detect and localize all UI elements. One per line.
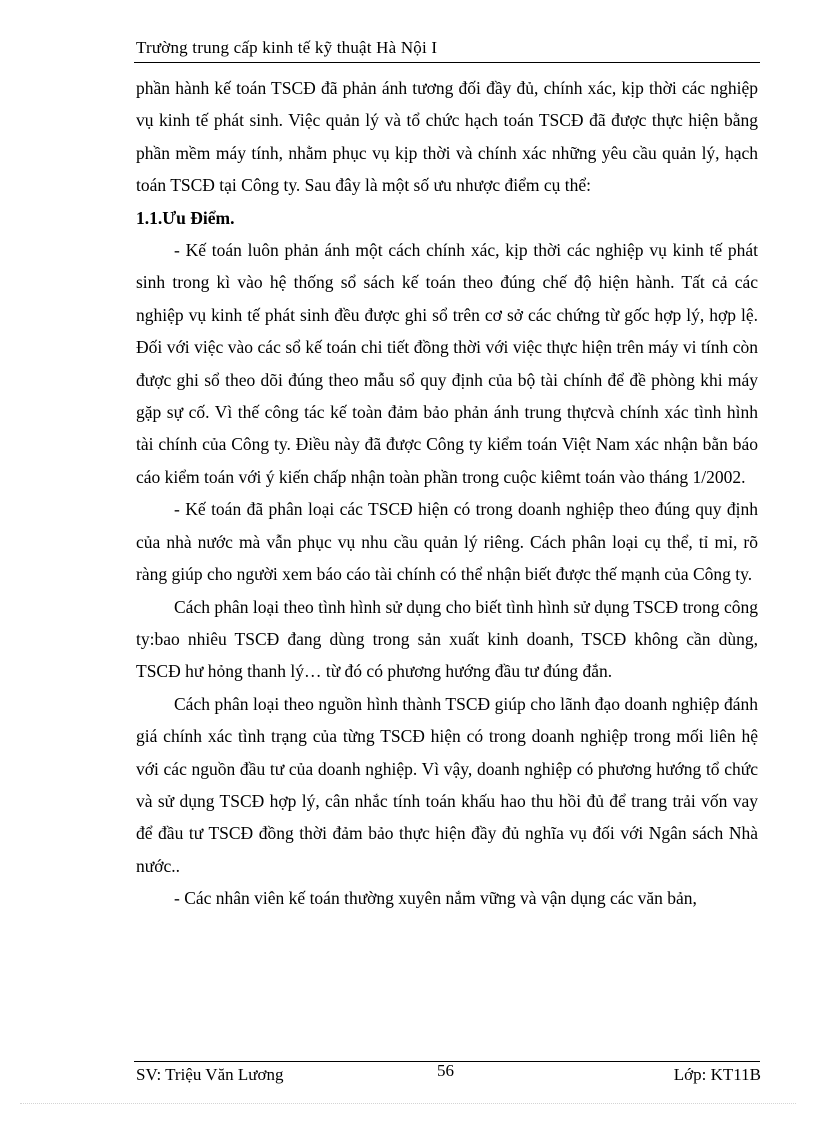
paragraph-continuation: phần hành kế toán TSCĐ đã phản ánh tương đối đầy đủ, chính xác, kịp thời các nghiệp vụ kinh tế phát sinh. Việc quản lý và tổ chức hạch toán TSCĐ đã được thực hiện bằng phần mềm máy tính, nhằm phục vụ kịp thời và chính xác những yêu cầu quản lý, hạch toán TSCĐ tại Công ty. Sau đây là một số ưu nhược điểm cụ thể: xyxy=(136,78,758,196)
footer-class: Lớp: KT11B xyxy=(673,1065,761,1084)
body-text xyxy=(136,72,758,915)
paragraph-usage-classification: Cách phân loại theo tình hình sử dụng cho biết tình hình sử dụng TSCĐ trong công ty:bao nhiêu TSCĐ đang dùng trong sản xuất kinh doanh, TSCĐ không cần dùng, TSCĐ hư hỏng thanh lý… từ đó có phương hướng đầu tư đúng đắn. xyxy=(136,596,758,682)
section-heading: 1.1.Ưu Điểm. xyxy=(136,207,235,228)
paragraph-accuracy: - Kế toán luôn phản ánh một cách chính xác, kịp thời các nghiệp vụ kinh tế phát sinh trong kì vào hệ thống sổ sách kế toán theo đúng chế độ hiện hành. Tất cả các nghiệp vụ kinh tế phát sinh đều được ghi sổ trên cơ sở các chứng từ gốc hợp lý, hợp lệ. Đối với việc vào các sổ kế toán chi tiết đồng thời với việc thực hiện trên máy vi tính còn được ghi sổ theo dõi đúng theo mẫu sổ quy định của bộ tài chính để đề phòng khi máy gặp sự cố. Vì thế công tác kế toàn đảm bảo phản ánh trung thựcvà chính xác tình hình tài chính của Công ty. Điều này đã được Công ty kiểm toán Việt Nam xác nhận bằn báo cáo kiểm toán với ý kiến chấp nhận toàn phần trong cuộc kiêmt toán vào tháng 1/2002. xyxy=(136,240,758,487)
paragraph-classification: - Kế toán đã phân loại các TSCĐ hiện có trong doanh nghiệp theo đúng quy định của nhà nước mà vẫn phục vụ nhu cầu quản lý riêng. Cách phân loại cụ thể, tỉ mỉ, rõ ràng giúp cho người xem báo cáo tài chính có thể nhận biết được thế mạnh của Công ty. xyxy=(136,499,758,585)
footer-student-name: SV: Triệu Văn Lương xyxy=(136,1065,284,1084)
page-number: 56 xyxy=(437,1061,454,1080)
page-edge-divider xyxy=(20,1103,796,1104)
page-header-title: Trường trung cấp kinh tế kỹ thuật Hà Nội I xyxy=(136,38,438,57)
header-divider xyxy=(134,62,760,63)
paragraph-source-classification: Cách phân loại theo nguồn hình thành TSCĐ giúp cho lãnh đạo doanh nghiệp đánh giá chính xác tình trạng của từng TSCĐ hiện có trong doanh nghiệp trong mối liên hệ với các nguồn đầu tư của doanh nghiệp. Vì vậy, doanh nghiệp có phương hướng tổ chức và sử dụng TSCĐ hợp lý, cân nhắc tính toán khấu hao thu hồi đủ để trang trải vốn vay để đầu tư TSCĐ đồng thời đảm bảo thực hiện đầy đủ nghĩa vụ đối với Ngân sách Nhà nước.. xyxy=(136,693,758,876)
paragraph-staff: - Các nhân viên kế toán thường xuyên nắm vững và vận dụng các văn bản, xyxy=(174,888,697,909)
